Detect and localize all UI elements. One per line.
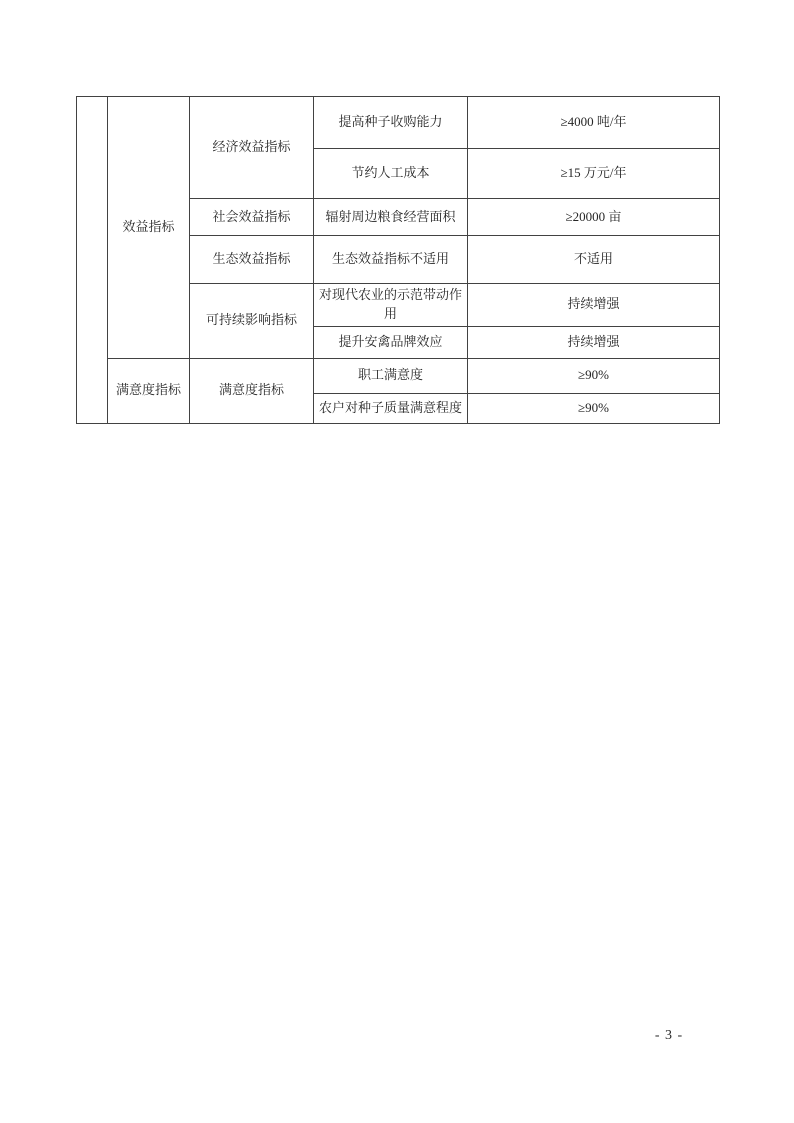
cell-empty-left-column bbox=[77, 97, 108, 424]
cell-indicator-ecological-not-applicable: 生态效益指标不适用 bbox=[314, 236, 468, 284]
cell-indicator-brand-effect: 提升安禽品牌效应 bbox=[314, 326, 468, 358]
cell-category-satisfaction: 满意度指标 bbox=[108, 358, 190, 423]
cell-value-modern-agriculture-demonstration: 持续增强 bbox=[468, 284, 720, 327]
table-row bbox=[77, 358, 720, 393]
cell-subcategory-economic-benefit: 经济效益指标 bbox=[190, 97, 314, 199]
cell-category-benefit: 效益指标 bbox=[108, 97, 190, 359]
cell-indicator-farmer-seed-quality-satisfaction: 农户对种子质量满意程度 bbox=[314, 393, 468, 423]
cell-subcategory-satisfaction: 满意度指标 bbox=[190, 358, 314, 423]
cell-subcategory-ecological-benefit: 生态效益指标 bbox=[190, 236, 314, 284]
cell-indicator-seed-purchase-capacity: 提高种子收购能力 bbox=[314, 97, 468, 149]
cell-value-grain-operation-area: ≥20000 亩 bbox=[468, 199, 720, 236]
cell-indicator-labor-cost-saving: 节约人工成本 bbox=[314, 149, 468, 199]
cell-value-brand-effect: 持续增强 bbox=[468, 326, 720, 358]
cell-subcategory-sustainable-impact: 可持续影响指标 bbox=[190, 284, 314, 359]
indicator-table bbox=[76, 96, 720, 424]
cell-subcategory-social-benefit: 社会效益指标 bbox=[190, 199, 314, 236]
cell-value-farmer-seed-quality-satisfaction: ≥90% bbox=[468, 393, 720, 423]
cell-value-seed-purchase-capacity: ≥4000 吨/年 bbox=[468, 97, 720, 149]
cell-indicator-modern-agriculture-demonstration: 对现代农业的示范带动作用 bbox=[314, 284, 468, 327]
cell-value-ecological-not-applicable: 不适用 bbox=[468, 236, 720, 284]
cell-value-labor-cost-saving: ≥15 万元/年 bbox=[468, 149, 720, 199]
cell-indicator-employee-satisfaction: 职工满意度 bbox=[314, 358, 468, 393]
table-row bbox=[77, 97, 720, 149]
page-number: - 3 - bbox=[654, 1028, 684, 1043]
cell-value-employee-satisfaction: ≥90% bbox=[468, 358, 720, 393]
cell-indicator-grain-operation-area: 辐射周边粮食经营面积 bbox=[314, 199, 468, 236]
